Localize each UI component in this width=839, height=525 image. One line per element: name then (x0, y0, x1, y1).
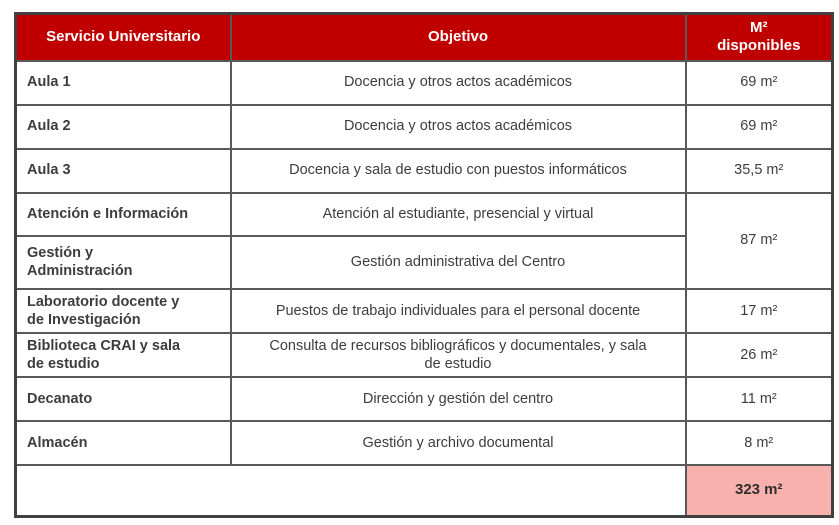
table-header-row (16, 14, 833, 61)
table-row-aula3 (16, 149, 833, 193)
area-cell: 17 m² (686, 289, 833, 333)
objective-cell (231, 61, 686, 105)
service-cell (16, 149, 231, 193)
table-row-biblioteca (16, 333, 833, 377)
service-cell (16, 377, 231, 421)
table-row-laboratorio (16, 289, 833, 333)
objective-cell (231, 105, 686, 149)
total-area-cell: 323 m² (686, 465, 833, 516)
service-label: Aula 1 (27, 74, 71, 91)
services-table (14, 12, 834, 518)
area-cell: 69 m² (686, 61, 833, 105)
area-cell-merged: 87 m² (686, 193, 833, 289)
service-label: Aula 3 (27, 162, 71, 179)
service-label: Atención e Información (27, 205, 189, 222)
table-row-atencion-informacion (16, 193, 833, 236)
service-cell (16, 61, 231, 105)
objective-label: Docencia y otros actos académicos (343, 74, 573, 91)
service-cell (16, 421, 231, 465)
area-cell: 8 m² (686, 421, 833, 465)
objective-label: Docencia y otros actos académicos (343, 118, 573, 135)
table-row-aula1 (16, 61, 833, 105)
total-spacer-cell (16, 465, 686, 516)
table-row-almacen (16, 421, 833, 465)
header-m2-disponibles (686, 14, 833, 61)
service-label: Laboratorio docente y de Investigación (27, 293, 180, 328)
objective-label: Puestos de trabajo individuales para el personal docente (275, 302, 641, 319)
objective-label: Gestión y archivo documental (362, 434, 554, 451)
objective-label: Atención al estudiante, presencial y virtual (322, 205, 594, 222)
objective-label: Consulta de recursos bibliográficos y documentales, y sala de estudio (269, 337, 647, 372)
table-row-aula2 (16, 105, 833, 149)
area-cell: 11 m² (686, 377, 833, 421)
objective-cell (231, 377, 686, 421)
service-cell (16, 105, 231, 149)
objective-cell (231, 421, 686, 465)
header-servicio-universitario: Servicio Universitario (16, 14, 231, 61)
header-m2-line2: disponibles (717, 37, 801, 55)
service-label: Biblioteca CRAI y sala de estudio (27, 337, 181, 372)
service-cell (16, 289, 231, 333)
service-label: Almacén (27, 434, 88, 451)
header-m2-line1: M² (750, 19, 768, 37)
objective-label: Gestión administrativa del Centro (350, 253, 566, 270)
objective-cell (231, 236, 686, 289)
objective-cell (231, 149, 686, 193)
table-total-row (16, 465, 833, 516)
objective-label: Docencia y sala de estudio con puestos informáticos (289, 162, 627, 179)
objective-label: Dirección y gestión del centro (362, 390, 554, 407)
objective-cell (231, 333, 686, 377)
table-row-decanato (16, 377, 833, 421)
objective-cell (231, 193, 686, 236)
area-cell: 35,5 m² (686, 149, 833, 193)
header-objetivo: Objetivo (231, 14, 686, 61)
area-cell: 69 m² (686, 105, 833, 149)
service-label: Aula 2 (27, 118, 71, 135)
objective-cell (231, 289, 686, 333)
service-cell (16, 333, 231, 377)
service-cell (16, 236, 231, 289)
service-cell (16, 193, 231, 236)
service-label: Decanato (27, 390, 93, 407)
area-cell: 26 m² (686, 333, 833, 377)
service-label: Gestión y Administración (27, 244, 133, 279)
